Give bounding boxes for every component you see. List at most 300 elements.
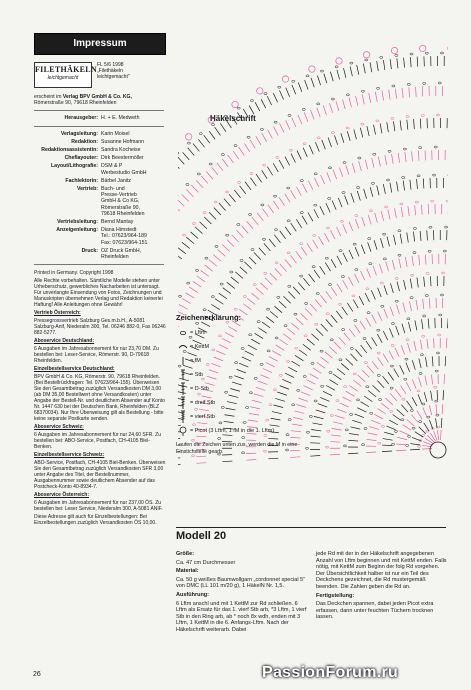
legend-label: = vierf Stb (190, 414, 215, 420)
chart-stitch (365, 160, 368, 170)
chart-stitch (399, 431, 408, 435)
chart-stitch (178, 248, 186, 254)
chart-stitch (268, 205, 274, 213)
chart-stitch (333, 170, 337, 179)
chart-stitch (260, 283, 267, 290)
chart-stitch (402, 324, 405, 334)
chart-chain (339, 250, 342, 252)
chart-chain (343, 445, 346, 447)
chart-chain (439, 314, 442, 316)
chart-chain (419, 421, 422, 423)
chart-stitch (349, 277, 354, 286)
chart-stitch (428, 319, 429, 329)
chart-stitch (313, 240, 318, 249)
chart-stitch (343, 280, 348, 289)
chart-chain (288, 114, 291, 116)
chart-stitch (375, 92, 377, 102)
chart-stitch (219, 293, 227, 299)
chart-stitch (309, 145, 313, 154)
chart-stitch (178, 464, 181, 465)
credit-value-line: Bernd Mantay (101, 219, 134, 226)
chart-chain (276, 156, 279, 158)
chart-stitch (389, 90, 390, 100)
chart-stitch (405, 257, 407, 267)
chart-stitch (407, 343, 410, 353)
chart-stitch (310, 304, 317, 311)
chart-stitch (393, 121, 394, 131)
chart-picot (185, 134, 191, 140)
chart-stitch (273, 201, 279, 209)
chart-chain (421, 114, 424, 116)
chart-stitch (326, 385, 335, 390)
chart-chain (402, 398, 405, 400)
chart-stitch (361, 345, 367, 353)
chart-stitch (257, 213, 263, 221)
vierfach-symbol-icon (178, 410, 188, 424)
chart-stitch (385, 155, 387, 165)
chart-stitch (247, 221, 253, 229)
chart-stitch (331, 315, 337, 323)
chart-chain (446, 200, 448, 202)
chart-stitch (367, 268, 371, 277)
chart-stitch (349, 250, 353, 259)
chart-stitch (423, 299, 424, 309)
issue-line: FL 5/6 1998 (97, 62, 124, 68)
chart-chain (350, 62, 353, 64)
chart-stitch (269, 239, 275, 247)
chart-chain (327, 430, 330, 432)
chart-stitch (340, 403, 349, 407)
chart-stitch (351, 193, 354, 202)
chart-stitch (308, 181, 312, 190)
chart-stitch (201, 176, 208, 184)
chart-stitch (330, 454, 340, 455)
chart-chain (440, 52, 443, 54)
chart-stitch (261, 99, 266, 108)
chart-stitch (341, 133, 344, 143)
chart-stitch (394, 368, 399, 377)
chart-chain (361, 123, 364, 125)
chart-chain (313, 234, 316, 236)
chart-stitch (419, 255, 420, 265)
credit-value-line: Fax: 07623/964-151 (101, 239, 148, 246)
publisher-pre: erscheint im (34, 94, 63, 100)
chart-chain (209, 163, 212, 165)
chart-stitch (329, 380, 338, 385)
legend-label: = Picot (3 Lftm, 1 fM in die 1. Lftm) (190, 428, 275, 434)
chart-stitch (368, 433, 378, 435)
chart-stitch (305, 80, 308, 89)
chart-stitch (267, 167, 272, 176)
credit-row (34, 186, 174, 217)
chart-stitch (337, 70, 340, 80)
chart-picot (363, 52, 369, 58)
chart-stitch (377, 409, 385, 414)
chart-chain (178, 295, 181, 297)
chart-stitch (191, 232, 199, 239)
chart-chain (368, 238, 371, 240)
chart-stitch (412, 437, 421, 441)
picot-symbol-icon (178, 424, 188, 438)
chart-stitch (178, 157, 184, 164)
chart-stitch (367, 366, 374, 373)
chart-stitch (262, 133, 267, 142)
chart-stitch (427, 435, 434, 442)
logo-title: FILETHÄKELN (35, 65, 97, 74)
chart-chain (346, 94, 349, 96)
chart-stitch (368, 215, 371, 225)
chart-stitch (415, 205, 416, 215)
chart-chain (355, 269, 358, 271)
chart-picot (309, 66, 315, 72)
chart-stitch (275, 268, 282, 275)
chart-stitch (401, 207, 403, 217)
issue-line: leichtgemacht" (97, 74, 130, 80)
chart-stitch (227, 240, 234, 247)
chart-stitch (399, 258, 401, 268)
chart-chain (336, 400, 339, 402)
credit-label: Redaktionsassistentin: (41, 147, 98, 154)
chart-stitch (397, 182, 399, 192)
chart-stitch (417, 278, 418, 288)
chart-stitch (314, 178, 318, 187)
chart-stitch (337, 409, 346, 413)
chart-chain (350, 347, 353, 349)
chart-stitch (326, 291, 332, 299)
chart-chain (178, 152, 179, 154)
chart-stitch (256, 174, 262, 182)
chart-chain (195, 269, 198, 271)
legal-heading: Aboservice Schweiz: (34, 424, 84, 431)
chart-chain (381, 305, 384, 307)
chart-stitch (384, 432, 394, 435)
chart-stitch (193, 144, 199, 152)
chart-chain (247, 136, 250, 138)
chart-chain (407, 318, 410, 320)
chart-stitch (205, 265, 213, 271)
chart-stitch (245, 182, 251, 190)
chart-chain (367, 312, 370, 314)
chart-stitch (186, 190, 193, 197)
chart-stitch (405, 152, 406, 162)
chart-stitch (377, 334, 382, 343)
chart-stitch (182, 299, 191, 304)
chart-stitch (389, 328, 393, 337)
legal-text (34, 270, 166, 526)
chart-stitch (441, 418, 442, 428)
chart-stitch (366, 452, 376, 453)
chart-stitch (400, 365, 404, 374)
chart-stitch (446, 338, 447, 348)
chart-stitch (297, 151, 301, 160)
chart-chain (398, 254, 401, 256)
legend-item (176, 396, 326, 410)
chart-chain (328, 197, 331, 199)
chart-chain (343, 386, 346, 388)
masthead (34, 60, 174, 92)
chart-stitch (302, 216, 307, 225)
chart-stitch (395, 348, 399, 357)
chart-stitch (424, 277, 425, 287)
chart-stitch (252, 217, 258, 225)
chart-stitch (362, 217, 365, 226)
chart-chain (371, 182, 374, 184)
credit-value (101, 131, 171, 137)
chart-stitch (364, 396, 372, 402)
chart-stitch (179, 304, 188, 309)
chart-stitch (396, 444, 406, 445)
chart-stitch (418, 394, 422, 403)
chart-stitch (233, 151, 239, 159)
legend-items (176, 326, 326, 438)
credit-value (101, 248, 171, 260)
chart-stitch (395, 389, 401, 397)
chart-stitch (377, 186, 379, 196)
chart-stitch (178, 161, 179, 168)
chart-stitch (383, 439, 393, 441)
chart-chain (300, 275, 303, 277)
chart-stitch (338, 198, 342, 207)
chart-stitch (334, 135, 337, 144)
chart-stitch (357, 408, 366, 412)
chart-stitch (355, 414, 364, 418)
chart-chain (264, 93, 267, 95)
chart-stitch (285, 227, 291, 235)
chart-chain (425, 295, 428, 297)
chart-stitch (416, 87, 417, 97)
chart-stitch (256, 136, 261, 145)
chart-stitch (441, 430, 442, 440)
chart-stitch (296, 187, 301, 196)
chart-stitch (407, 419, 415, 426)
chart-stitch (333, 374, 341, 380)
chart-chain (288, 285, 291, 287)
chart-stitch (348, 453, 358, 454)
chart-chain (369, 263, 372, 265)
chart-chain (263, 164, 266, 166)
chart-stitch (354, 129, 357, 139)
chart-chain (428, 250, 431, 252)
chart-chain (427, 416, 430, 418)
instruction-heading: Ausführung: (176, 591, 209, 598)
chart-chain (314, 204, 317, 206)
chart-stitch (386, 426, 395, 430)
credit-value-line: Dirk Beestermöller (101, 155, 144, 162)
chart-chain (205, 257, 208, 259)
chart-chain (395, 54, 398, 56)
chart-stitch (347, 131, 350, 141)
chart-chain (422, 403, 425, 405)
chart-stitch (427, 339, 428, 349)
chart-stitch (383, 60, 384, 70)
chart-chain (369, 210, 372, 212)
chart-stitch (298, 115, 302, 124)
divider (34, 126, 164, 127)
legend-item (176, 410, 326, 424)
chart-stitch (353, 300, 358, 309)
chart-stitch (197, 276, 205, 282)
chart-stitch (209, 131, 215, 139)
chart-chain (412, 427, 415, 429)
arc-symbol-icon (178, 340, 188, 354)
chart-stitch (322, 140, 326, 149)
chart-stitch (201, 270, 209, 276)
chart-stitch (420, 119, 421, 129)
credit-value (101, 219, 171, 225)
chart-stitch (425, 357, 427, 367)
chart-stitch (246, 460, 256, 461)
chart-stitch (345, 195, 349, 204)
chart-stitch (390, 59, 391, 69)
instructions-left (176, 551, 308, 636)
chart-stitch (325, 352, 333, 358)
instruction-heading: Größe: (176, 551, 195, 557)
chart-stitch (343, 253, 347, 262)
credit-value-line: Tel.: 07623/964-189 (101, 233, 147, 240)
credit-value-line: Bärbel Janitz (101, 177, 131, 184)
chart-stitch (374, 125, 376, 135)
chart-stitch (228, 155, 234, 163)
chart-chain (419, 372, 422, 374)
chart-stitch (279, 301, 286, 308)
chart-chain (413, 227, 416, 229)
chart-chain (422, 335, 425, 337)
chart-stitch (326, 319, 333, 326)
chart-stitch (412, 379, 416, 388)
chart-stitch (349, 386, 357, 392)
chart-stitch (262, 170, 267, 178)
credit-value (101, 139, 171, 145)
chart-stitch (279, 197, 284, 205)
chart-chain (314, 173, 317, 175)
chart-stitch (397, 409, 404, 416)
chart-stitch (431, 391, 433, 401)
chart-stitch (336, 311, 342, 319)
chart-stitch (384, 309, 388, 318)
chart-chain (391, 117, 394, 119)
credit-value-line: Karin Moisel (101, 130, 130, 137)
chart-stitch (386, 262, 389, 272)
chart-stitch (412, 151, 413, 161)
chart-stitch (374, 240, 377, 250)
chart-chain (226, 234, 229, 236)
chart-stitch (374, 414, 383, 419)
chart-stitch (403, 303, 405, 313)
chart-stitch (421, 319, 422, 329)
legend-title: Zeichenerklärung: (176, 313, 242, 322)
chart-chain (199, 133, 202, 135)
chart-chain (390, 387, 393, 389)
chart-stitch (344, 333, 350, 341)
chart-chain (410, 53, 413, 55)
chart-stitch (361, 271, 365, 280)
credit-value (101, 147, 171, 153)
legend-item (176, 326, 326, 340)
chart-stitch (434, 338, 435, 348)
publisher-info (34, 94, 174, 106)
chart-chain (266, 308, 269, 310)
chart-stitch (304, 112, 308, 121)
legal-heading: Aboservice Deutschland: (34, 338, 95, 345)
chart-stitch (372, 337, 377, 346)
chart-stitch (212, 167, 218, 175)
credit-value-line: Rheinfelden (101, 254, 129, 261)
legal-heading: Vertrieb Österreich: (34, 310, 81, 317)
chart-chain (212, 124, 215, 126)
chart-picot (420, 45, 426, 51)
chart-stitch (372, 361, 378, 369)
chart-stitch (252, 293, 260, 299)
chart-stitch (390, 283, 393, 293)
instructions-right (316, 551, 448, 623)
legend-item (176, 424, 326, 438)
chart-stitch (383, 331, 387, 340)
legal-heading: Einzelbestellservice Schweiz: (34, 452, 105, 459)
chart-stitch (365, 293, 369, 302)
chart-chain (431, 200, 434, 202)
chart-chain (405, 358, 408, 360)
chart-stitch (403, 181, 404, 191)
chart-stitch (362, 370, 369, 377)
legend-label: = D-Stb (190, 386, 209, 392)
chart-stitch (339, 167, 342, 176)
chart-stitch (412, 360, 415, 370)
chart-stitch (224, 199, 231, 207)
chart-chain (253, 284, 256, 286)
credit-value-line: Werbestudio GmbH (101, 169, 147, 176)
publisher-name: Verlag BPV GmbH & Co. KG, (62, 94, 132, 100)
chart-stitch (270, 273, 277, 280)
chart-stitch (332, 201, 336, 210)
chart-stitch (355, 247, 359, 256)
chart-chain (261, 204, 264, 206)
chart-stitch (317, 76, 320, 85)
chart-chain (342, 192, 345, 194)
chart-chain (410, 274, 413, 276)
chart-stitch (382, 445, 392, 446)
chart-stitch (387, 237, 389, 247)
chart-chain (390, 365, 393, 367)
chart-stitch (410, 444, 420, 445)
chart-chain (358, 157, 361, 159)
chart-stitch (404, 280, 406, 290)
chart-chain (237, 107, 240, 109)
chart-stitch (290, 255, 296, 263)
chart-chain (386, 179, 389, 181)
chart-stitch (292, 85, 296, 94)
legend-item (176, 382, 326, 396)
chart-stitch (259, 248, 266, 255)
chart-stitch (366, 318, 371, 327)
chart-stitch (352, 420, 362, 423)
chart-stitch (283, 296, 290, 303)
chart-chain (366, 386, 369, 388)
legal-paragraph: 6 Ausgaben im Jahresabonnement für nur 237,00 ÖS. Zu bestellen bei: Leser Service, Niederalm 300, A-5081 ANIF. (34, 500, 163, 513)
chart-chain (302, 108, 305, 110)
legend-item (176, 340, 326, 354)
chart-stitch (360, 321, 365, 329)
chart-chain (262, 238, 265, 240)
chart-stitch (298, 83, 302, 92)
chart-stitch (431, 374, 432, 384)
chart-chain (391, 344, 394, 346)
chart-stitch (279, 90, 283, 99)
chart-stitch (423, 407, 427, 416)
chart-chain (364, 428, 367, 430)
chart-stitch (206, 171, 212, 179)
chart-chain (417, 445, 420, 447)
chart-stitch (309, 274, 315, 282)
